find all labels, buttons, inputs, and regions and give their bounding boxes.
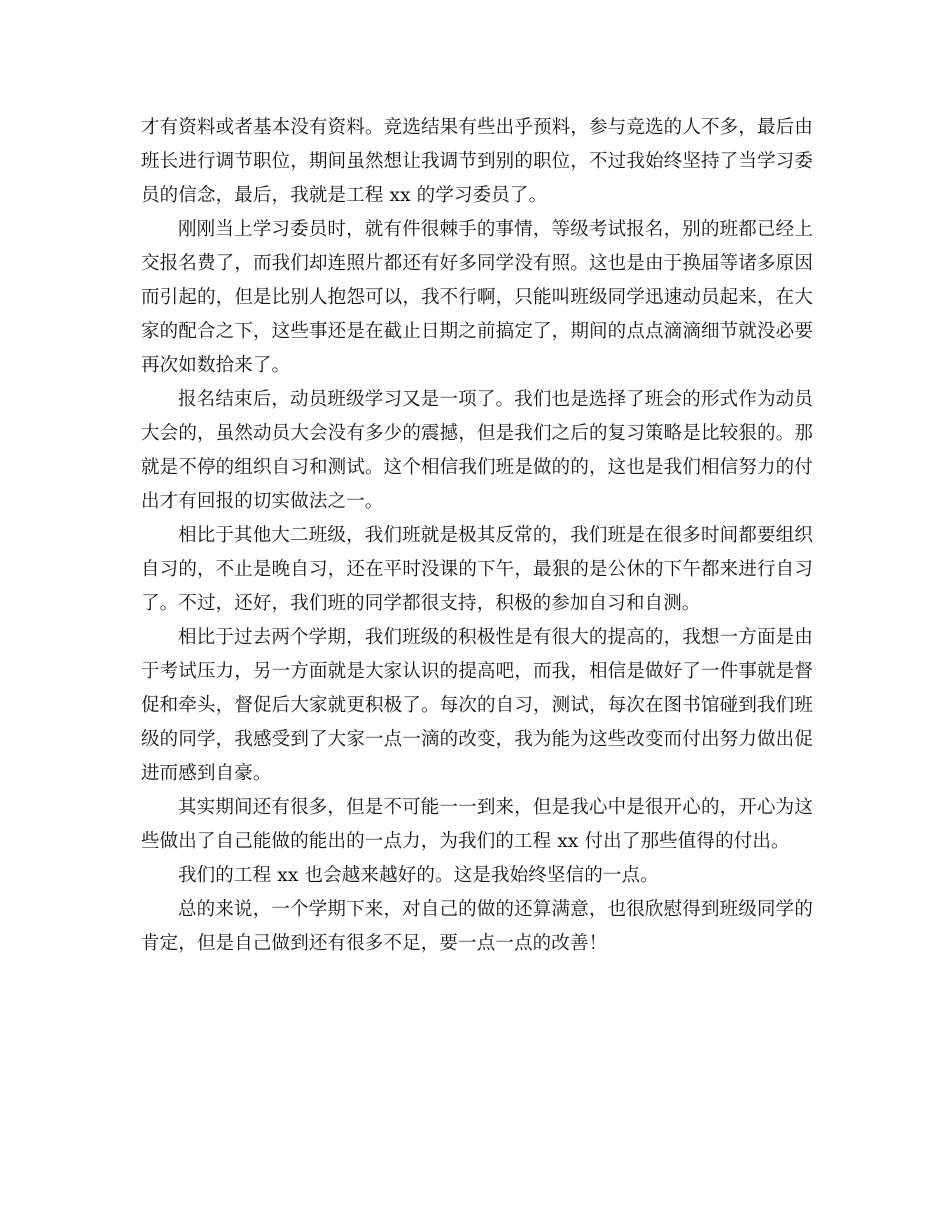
paragraph-3: 报名结束后，动员班级学习又是一项了。我们也是选择了班会的形式作为动员大会的，虽然动员大会没有多少的震撼，但是我们之后的复习策略是比较狠的。那就是不停的组织自习和测试。这个相信我们班是做的的，这也是我们相信努力的付出才有回报的切实做法之一。 bbox=[141, 389, 813, 512]
paragraph-4: 相比于其他大二班级，我们班就是极其反常的，我们班是在很多时间都要组织自习的，不止是晚自习，还在平时没课的下午，最狠的是公休的下午都来进行自习了。不过，还好，我们班的同学都很支持，积极的参加自习和自测。 bbox=[141, 525, 813, 614]
paragraph-7: 我们的工程 xx 也会越来越好的。这是我始终坚信的一点。 bbox=[178, 865, 659, 886]
paragraph-1: 才有资料或者基本没有资料。竞选结果有些出乎预料，参与竞选的人不多，最后由班长进行调节职位，期间虽然想让我调节到别的职位，不过我始终坚持了当学习委员的信念，最后，我就是工程 xx 的学习委员了。 bbox=[141, 117, 813, 206]
paragraph-6: 其实期间还有很多，但是不可能一一到来，但是我心中是很开心的，开心为这些做出了自己能做的能出的一点力，为我们的工程 xx 付出了那些值得的付出。 bbox=[141, 797, 813, 852]
paragraph-2: 刚刚当上学习委员时，就有件很棘手的事情，等级考试报名，别的班都已经上交报名费了，而我们却连照片都还有好多同学没有照。这也是由于换届等诸多原因而引起的，但是比别人抱怨可以，我不行啊，只能叫班级同学迅速动员起来，在大家的配合之下，这些事还是在截止日期之前搞定了，期间的点点滴滴细节就没必要再次如数拾来了。 bbox=[141, 219, 813, 376]
document-body bbox=[141, 111, 813, 961]
paragraph-8: 总的来说，一个学期下来，对自己的做的还算满意，也很欣慰得到班级同学的肯定，但是自己做到还有很多不足，要一点一点的改善！ bbox=[141, 899, 813, 954]
paragraph-5: 相比于过去两个学期，我们班级的积极性是有很大的提高的，我想一方面是由于考试压力，另一方面就是大家认识的提高吧，而我，相信是做好了一件事就是督促和牵头，督促后大家就更积极了。每次的自习，测试，每次在图书馆碰到我们班级的同学，我感受到了大家一点一滴的改变，我为能为这些改变而付出努力做出促进而感到自豪。 bbox=[141, 627, 813, 784]
